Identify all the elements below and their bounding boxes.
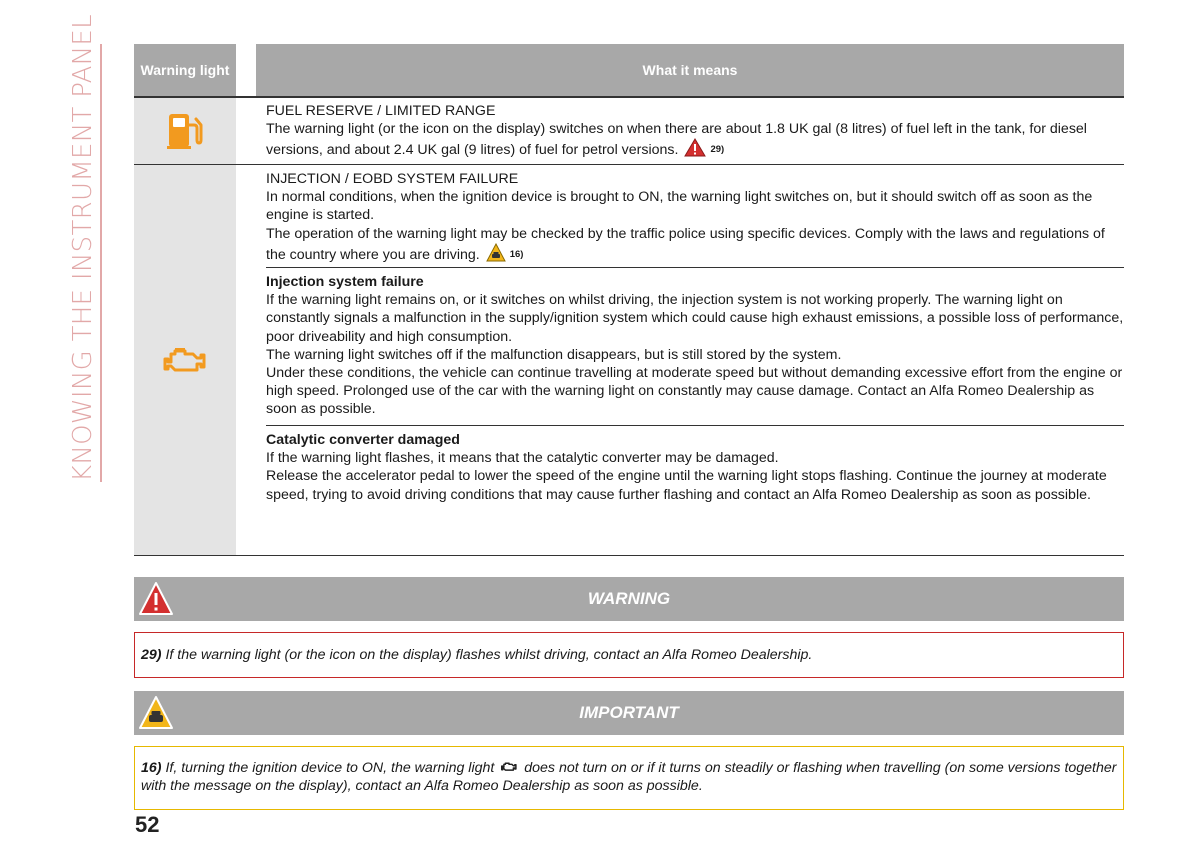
important-band bbox=[134, 691, 1124, 735]
injection-failure-p1: If the warning light remains on, or it switches on whilst driving, the injection system is not working properly. The warning light on constantly signals a malfunction in the supply/ignition system which could cause high exhaust emissions, a possible loss of performance, poor driveability and high consumption. bbox=[266, 292, 1124, 345]
engine-icon bbox=[163, 345, 207, 375]
important-note-text-after: does not turn on or if it turns on steadily or flashing when travelling (on some versions together with the message on the display), contact an Alfa Romeo Dealership as soon as possible. bbox=[141, 760, 1117, 795]
fuel-description bbox=[266, 98, 1124, 164]
injection-check-text: The operation of the warning light may be checked by the traffic police using specific devices. Comply with the laws and regulations of the country where you are driving. bbox=[266, 225, 1105, 263]
header-warning-light: Warning light bbox=[134, 44, 236, 96]
warning-title: WARNING bbox=[587, 589, 671, 608]
injection-failure-heading: Injection system failure bbox=[266, 274, 424, 290]
important-note bbox=[134, 746, 1124, 810]
page-number: 52 bbox=[135, 812, 160, 837]
catalytic-section bbox=[266, 426, 1124, 504]
fuel-icon-cell bbox=[134, 98, 236, 164]
catalytic-p1: If the warning light flashes, it means that the catalytic converter may be damaged. bbox=[266, 450, 779, 467]
important-note-number: 16) bbox=[141, 760, 162, 776]
warning-triangle-icon bbox=[684, 138, 706, 162]
warning-note-number: 29) bbox=[141, 647, 162, 663]
header-what-it-means: What it means bbox=[256, 44, 1124, 96]
fuel-title: FUEL RESERVE / LIMITED RANGE bbox=[266, 103, 496, 119]
injection-ref: 16) bbox=[509, 248, 524, 260]
important-car-icon bbox=[486, 243, 506, 267]
important-title: IMPORTANT bbox=[579, 703, 679, 722]
warning-note bbox=[134, 632, 1124, 678]
injection-normal-text: In normal conditions, when the ignition device is brought to ON, the warning light switches on, but it should switch off as soon as the engine is started. bbox=[266, 189, 1093, 224]
warning-note-text: If the warning light (or the icon on the display) flashes whilst driving, contact an Alfa Romeo Dealership. bbox=[165, 647, 813, 663]
engine-icon-cell bbox=[134, 165, 236, 555]
injection-overview bbox=[266, 165, 1124, 267]
important-note-text-before: If, turning the ignition device to ON, the warning light bbox=[165, 760, 495, 776]
injection-failure-p3: Under these conditions, the vehicle can continue travelling at moderate speed but without demanding excessive effort from the engine or high speed. Prolonged use of the car with the warning light on constantly may cause damage. Contact an Alfa Romeo Dealership as soon as possible. bbox=[266, 365, 1123, 418]
table-row-fuel-reserve bbox=[134, 98, 1124, 164]
injection-failure-section bbox=[266, 268, 1124, 425]
injection-title: INJECTION / EOBD SYSTEM FAILURE bbox=[266, 171, 519, 187]
injection-failure-p2: The warning light switches off if the malfunction disappears, but is still stored by the system. bbox=[266, 346, 842, 363]
engine-icon bbox=[501, 759, 517, 777]
table-row-injection bbox=[134, 165, 1124, 555]
warning-light-table bbox=[134, 44, 1124, 556]
catalytic-p2: Release the accelerator pedal to lower the speed of the engine until the warning light stops flashing. Continue the journey at moderate speed, trying to avoid driving conditions that may cause further flashing and contact an Alfa Romeo Dealership as soon as possible. bbox=[266, 468, 1107, 503]
fuel-text: The warning light (or the icon on the display) switches on when there are about 1.8 UK gal (8 litres) of fuel left in the tank, for diesel versions, and about 2.4 UK gal (9 litres) of fuel for petrol versions. bbox=[266, 121, 1087, 159]
catalytic-heading: Catalytic converter damaged bbox=[266, 432, 460, 448]
warning-band bbox=[134, 577, 1124, 621]
table-header bbox=[134, 44, 1124, 96]
section-title-vertical: KNOWING THE INSTRUMENT PANEL bbox=[68, 14, 98, 482]
fuel-pump-icon bbox=[165, 111, 205, 151]
fuel-ref: 29) bbox=[710, 144, 725, 156]
